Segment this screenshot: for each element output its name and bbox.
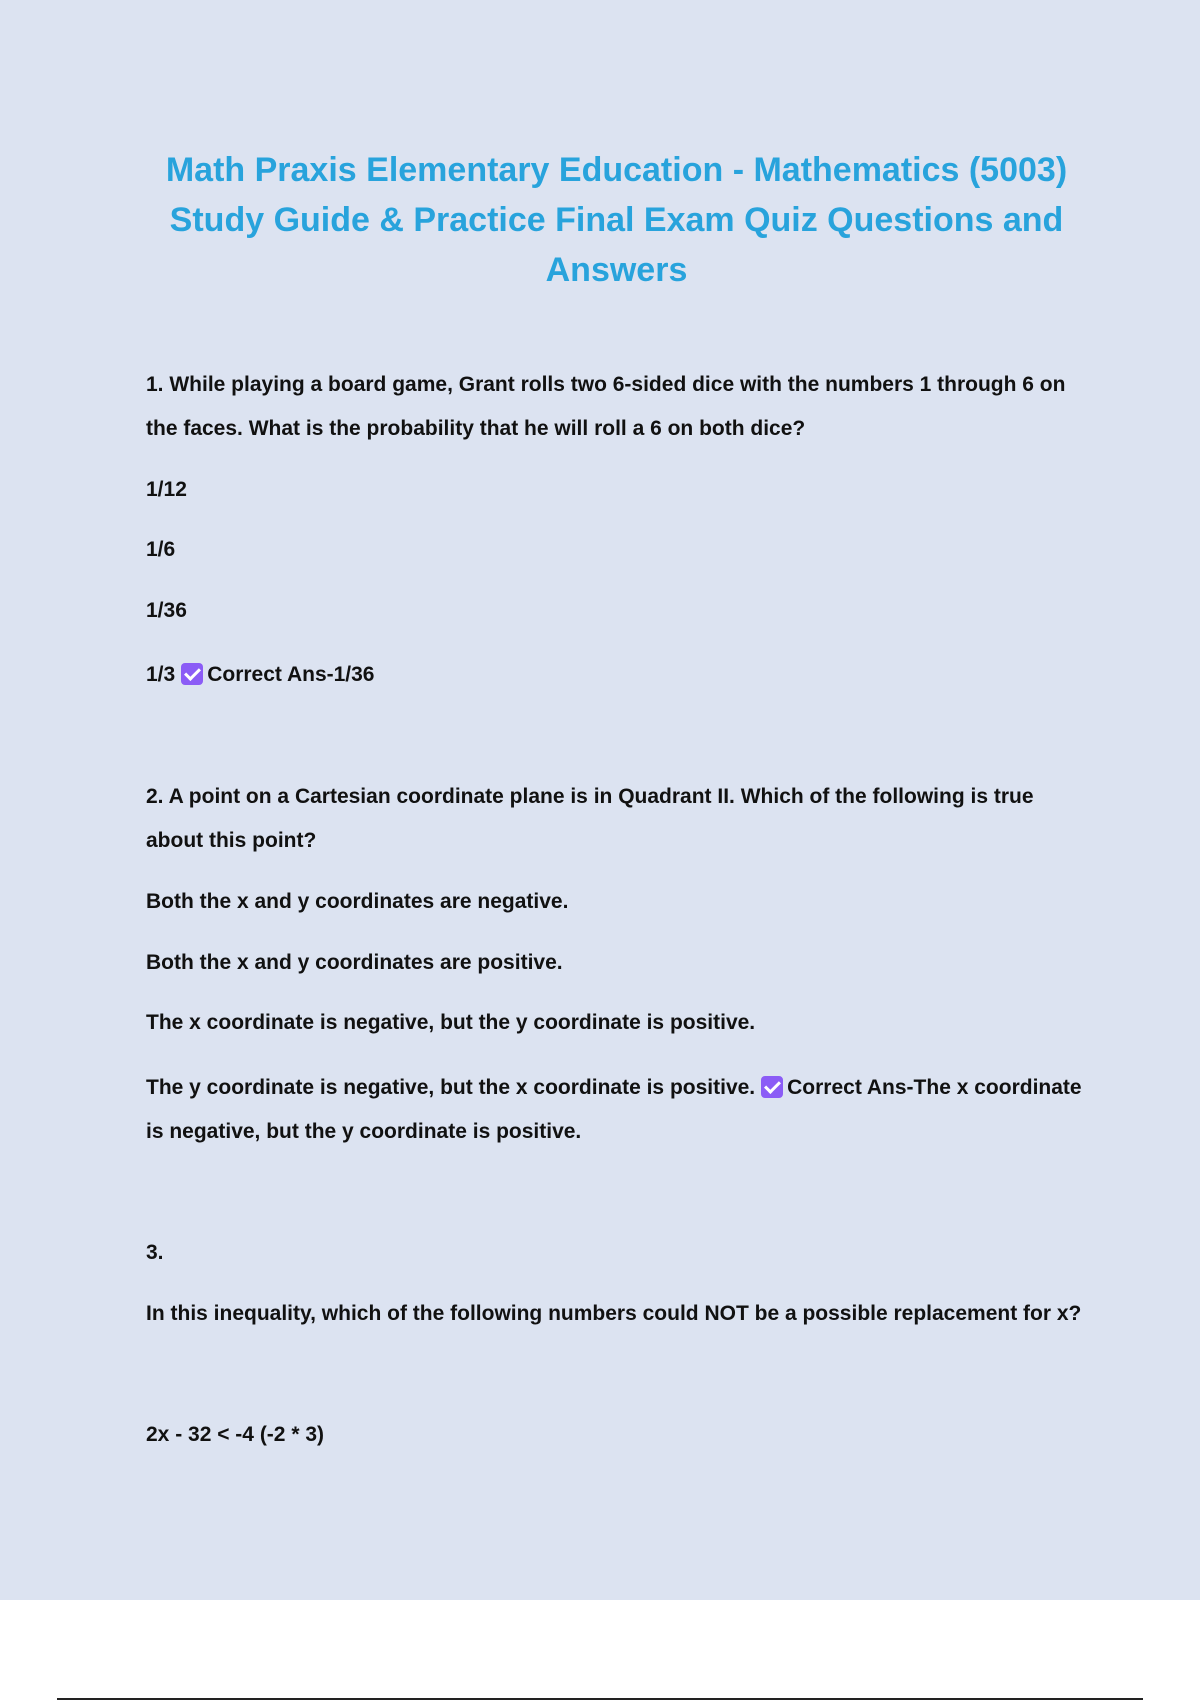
q2-option-c: The x coordinate is negative, but the y coordinate is positive. xyxy=(146,1011,756,1034)
q1-option-d-line xyxy=(146,662,375,688)
document-title xyxy=(120,145,1113,295)
title-line-1: Math Praxis Elementary Education - Mathematics (5003) xyxy=(165,151,1068,189)
q1-option-d: 1/3 xyxy=(146,663,176,686)
title-line-2: Study Guide & Practice Final Exam Quiz Questions and xyxy=(169,201,1064,239)
check-mark-icon xyxy=(181,663,203,685)
q2-answer-line-1: Correct Ans-The x coordinate xyxy=(787,1076,1082,1099)
q2-option-a: Both the x and y coordinates are negative. xyxy=(146,890,569,913)
q3-expression: 2x - 32 < -4 (-2 * 3) xyxy=(146,1423,324,1446)
q2-option-b: Both the x and y coordinates are positive. xyxy=(146,951,563,974)
check-mark-icon xyxy=(761,1076,783,1098)
q1-prompt-line-2: the faces. What is the probability that he will roll a 6 on both dice? xyxy=(146,417,806,440)
q3-prompt: In this inequality, which of the following numbers could NOT be a possible replacement for x? xyxy=(146,1302,1082,1325)
q2-option-d: The y coordinate is negative, but the x coordinate is positive. xyxy=(146,1076,756,1099)
q1-answer: Correct Ans-1/36 xyxy=(207,663,375,686)
q1-option-c: 1/36 xyxy=(146,599,187,622)
q1-option-b: 1/6 xyxy=(146,538,176,561)
q2-option-d-line xyxy=(146,1075,1082,1101)
q3-number: 3. xyxy=(146,1241,164,1264)
q1-prompt-line-1: 1. While playing a board game, Grant rolls two 6-sided dice with the numbers 1 through 6 on xyxy=(146,373,1066,396)
q2-answer-line-2: is negative, but the y coordinate is positive. xyxy=(146,1120,582,1143)
q2-prompt-line-2: about this point? xyxy=(146,829,317,852)
title-line-3: Answers xyxy=(545,251,688,289)
q2-prompt-line-1: 2. A point on a Cartesian coordinate plane is in Quadrant II. Which of the following is true xyxy=(146,785,1034,808)
q1-option-a: 1/12 xyxy=(146,478,187,501)
